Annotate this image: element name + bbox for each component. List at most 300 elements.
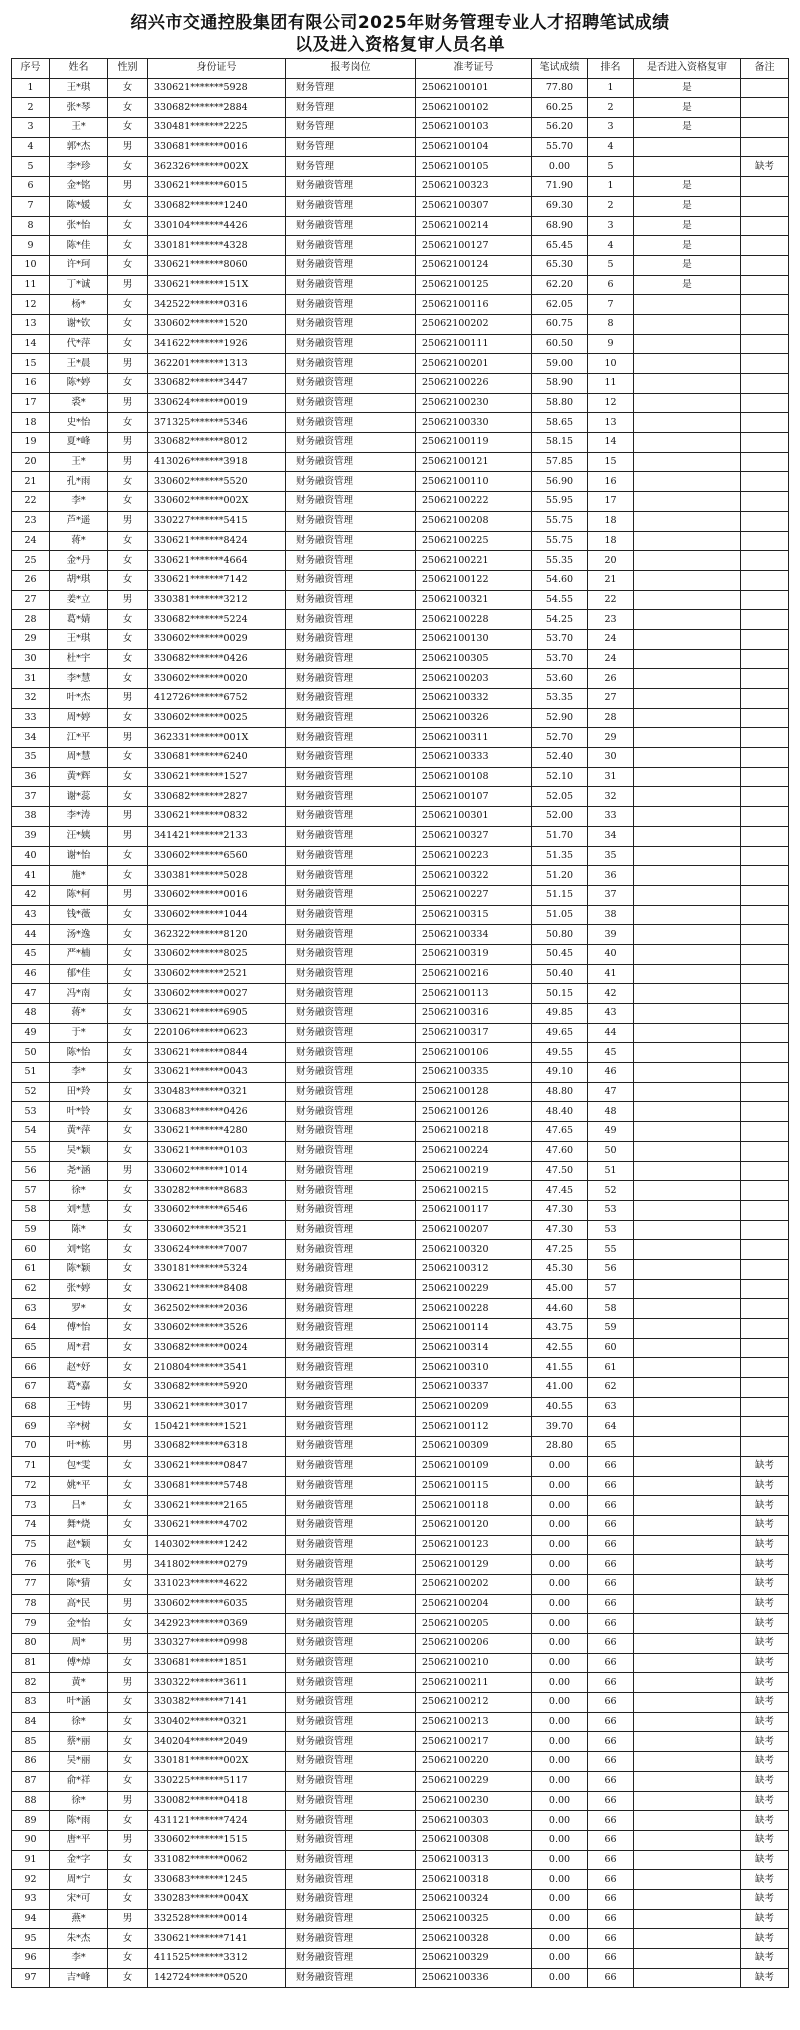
ticket-number-cell: 25062100205	[416, 1614, 532, 1634]
remark-cell: 缺考	[741, 1968, 789, 1988]
gender-cell: 女	[108, 1535, 148, 1555]
id-number-cell: 210804*******3541	[148, 1358, 286, 1378]
ticket-number-cell: 25062100201	[416, 354, 532, 374]
table-row	[12, 1673, 789, 1693]
seq-cell: 43	[12, 905, 50, 925]
position-cell: 财务融资管理	[286, 1594, 416, 1614]
table-row	[12, 1811, 789, 1831]
ticket-number-cell: 25062100112	[416, 1417, 532, 1437]
seq-cell: 92	[12, 1870, 50, 1890]
rank-cell: 66	[588, 1515, 634, 1535]
review-status-cell	[634, 708, 741, 728]
remark-cell	[741, 984, 789, 1004]
score-cell: 60.50	[532, 334, 588, 354]
id-number-cell: 431121*******7424	[148, 1811, 286, 1831]
name-cell: 叶*栋	[50, 1437, 108, 1457]
ticket-number-cell: 25062100207	[416, 1220, 532, 1240]
header-cell: 姓名	[50, 59, 108, 79]
seq-cell: 94	[12, 1909, 50, 1929]
table-row	[12, 1200, 789, 1220]
seq-cell: 42	[12, 885, 50, 905]
table-row	[12, 925, 789, 945]
rank-cell: 41	[588, 964, 634, 984]
remark-cell	[741, 866, 789, 886]
review-status-cell	[634, 1082, 741, 1102]
name-cell: 蒋*	[50, 531, 108, 551]
rank-cell: 66	[588, 1968, 634, 1988]
ticket-number-cell: 25062100229	[416, 1771, 532, 1791]
score-cell: 47.45	[532, 1181, 588, 1201]
rank-cell: 66	[588, 1634, 634, 1654]
rank-cell: 30	[588, 748, 634, 768]
remark-cell	[741, 826, 789, 846]
gender-cell: 女	[108, 1771, 148, 1791]
review-status-cell	[634, 1023, 741, 1043]
remark-cell: 缺考	[741, 1673, 789, 1693]
score-cell: 39.70	[532, 1417, 588, 1437]
table-row	[12, 1397, 789, 1417]
seq-cell: 93	[12, 1889, 50, 1909]
position-cell: 财务融资管理	[286, 551, 416, 571]
gender-cell: 女	[108, 1220, 148, 1240]
table-row	[12, 570, 789, 590]
seq-cell: 85	[12, 1732, 50, 1752]
table-row	[12, 1437, 789, 1457]
position-cell: 财务融资管理	[286, 413, 416, 433]
review-status-cell	[634, 984, 741, 1004]
table-row	[12, 708, 789, 728]
score-cell: 0.00	[532, 1574, 588, 1594]
seq-cell: 51	[12, 1063, 50, 1083]
id-number-cell: 362326*******002X	[148, 157, 286, 177]
review-status-cell	[634, 472, 741, 492]
id-number-cell: 330602*******002X	[148, 492, 286, 512]
rank-cell: 12	[588, 393, 634, 413]
seq-cell: 45	[12, 944, 50, 964]
remark-cell: 缺考	[741, 1712, 789, 1732]
rank-cell: 46	[588, 1063, 634, 1083]
table-row	[12, 826, 789, 846]
name-cell: 李*	[50, 1949, 108, 1969]
position-cell: 财务融资管理	[286, 689, 416, 709]
gender-cell: 女	[108, 236, 148, 256]
rank-cell: 37	[588, 885, 634, 905]
seq-cell: 13	[12, 314, 50, 334]
review-status-cell	[634, 1496, 741, 1516]
seq-cell: 35	[12, 748, 50, 768]
score-cell: 41.55	[532, 1358, 588, 1378]
remark-cell	[741, 885, 789, 905]
score-cell: 0.00	[532, 157, 588, 177]
remark-cell	[741, 118, 789, 138]
position-cell: 财务融资管理	[286, 492, 416, 512]
ticket-number-cell: 25062100126	[416, 1102, 532, 1122]
remark-cell: 缺考	[741, 1515, 789, 1535]
gender-cell: 女	[108, 1023, 148, 1043]
id-number-cell: 362502*******2036	[148, 1299, 286, 1319]
position-cell: 财务融资管理	[286, 708, 416, 728]
header-cell: 备注	[741, 59, 789, 79]
remark-cell	[741, 137, 789, 157]
review-status-cell	[634, 1791, 741, 1811]
gender-cell: 女	[108, 1515, 148, 1535]
review-status-cell	[634, 649, 741, 669]
score-cell: 71.90	[532, 177, 588, 197]
remark-cell: 缺考	[741, 157, 789, 177]
remark-cell	[741, 314, 789, 334]
header-cell: 笔试成绩	[532, 59, 588, 79]
score-cell: 41.00	[532, 1378, 588, 1398]
rank-cell: 20	[588, 551, 634, 571]
position-cell: 财务融资管理	[286, 1417, 416, 1437]
position-cell: 财务融资管理	[286, 1496, 416, 1516]
seq-cell: 39	[12, 826, 50, 846]
seq-cell: 77	[12, 1574, 50, 1594]
remark-cell	[741, 1279, 789, 1299]
remark-cell: 缺考	[741, 1949, 789, 1969]
table-row	[12, 551, 789, 571]
name-cell: 傅*怡	[50, 1319, 108, 1339]
name-cell: 叶*涵	[50, 1693, 108, 1713]
rank-cell: 9	[588, 334, 634, 354]
score-cell: 53.60	[532, 669, 588, 689]
position-cell: 财务管理	[286, 98, 416, 118]
seq-cell: 63	[12, 1299, 50, 1319]
name-cell: 李*慧	[50, 669, 108, 689]
name-cell: 李*涛	[50, 807, 108, 827]
ticket-number-cell: 25062100316	[416, 1004, 532, 1024]
gender-cell: 女	[108, 649, 148, 669]
position-cell: 财务融资管理	[286, 1456, 416, 1476]
position-cell: 财务融资管理	[286, 984, 416, 1004]
ticket-number-cell: 25062100108	[416, 767, 532, 787]
rank-cell: 66	[588, 1889, 634, 1909]
rank-cell: 66	[588, 1456, 634, 1476]
table-row	[12, 1515, 789, 1535]
name-cell: 代*萍	[50, 334, 108, 354]
rank-cell: 36	[588, 866, 634, 886]
id-number-cell: 330624*******0019	[148, 393, 286, 413]
table-header-row	[12, 59, 789, 79]
header-cell: 性别	[108, 59, 148, 79]
seq-cell: 6	[12, 177, 50, 197]
ticket-number-cell: 25062100334	[416, 925, 532, 945]
table-row	[12, 866, 789, 886]
review-status-cell	[634, 1771, 741, 1791]
review-status-cell	[634, 1299, 741, 1319]
remark-cell	[741, 1200, 789, 1220]
score-cell: 47.30	[532, 1220, 588, 1240]
position-cell: 财务融资管理	[286, 748, 416, 768]
name-cell: 宋*可	[50, 1889, 108, 1909]
gender-cell: 女	[108, 1063, 148, 1083]
position-cell: 财务融资管理	[286, 866, 416, 886]
seq-cell: 62	[12, 1279, 50, 1299]
ticket-number-cell: 25062100324	[416, 1889, 532, 1909]
score-cell: 60.25	[532, 98, 588, 118]
ticket-number-cell: 25062100311	[416, 728, 532, 748]
name-cell: 史*怡	[50, 413, 108, 433]
gender-cell: 女	[108, 1456, 148, 1476]
score-cell: 52.05	[532, 787, 588, 807]
position-cell: 财务融资管理	[286, 1791, 416, 1811]
position-cell: 财务融资管理	[286, 1712, 416, 1732]
gender-cell: 女	[108, 1614, 148, 1634]
name-cell: 李*	[50, 492, 108, 512]
remark-cell	[741, 1358, 789, 1378]
score-cell: 0.00	[532, 1870, 588, 1890]
header-cell: 身份证号	[148, 59, 286, 79]
table-row	[12, 767, 789, 787]
rank-cell: 63	[588, 1397, 634, 1417]
id-number-cell: 330681*******5748	[148, 1476, 286, 1496]
position-cell: 财务融资管理	[286, 1673, 416, 1693]
ticket-number-cell: 25062100321	[416, 590, 532, 610]
ticket-number-cell: 25062100317	[416, 1023, 532, 1043]
remark-cell	[741, 925, 789, 945]
seq-cell: 56	[12, 1161, 50, 1181]
table-row	[12, 1732, 789, 1752]
gender-cell: 女	[108, 708, 148, 728]
rank-cell: 66	[588, 1929, 634, 1949]
ticket-number-cell: 25062100337	[416, 1378, 532, 1398]
table-row	[12, 1220, 789, 1240]
seq-cell: 28	[12, 610, 50, 630]
review-status-cell	[634, 1417, 741, 1437]
name-cell: 姜*立	[50, 590, 108, 610]
review-status-cell	[634, 492, 741, 512]
remark-cell	[741, 374, 789, 394]
ticket-number-cell: 25062100225	[416, 531, 532, 551]
remark-cell	[741, 590, 789, 610]
gender-cell: 女	[108, 984, 148, 1004]
id-number-cell: 330327*******0998	[148, 1634, 286, 1654]
review-status-cell	[634, 551, 741, 571]
position-cell: 财务融资管理	[286, 1397, 416, 1417]
gender-cell: 女	[108, 1102, 148, 1122]
table-row	[12, 1338, 789, 1358]
table-row	[12, 314, 789, 334]
ticket-number-cell: 25062100310	[416, 1358, 532, 1378]
table-row	[12, 1456, 789, 1476]
score-cell: 55.35	[532, 551, 588, 571]
position-cell: 财务融资管理	[286, 610, 416, 630]
gender-cell: 女	[108, 1299, 148, 1319]
score-cell: 0.00	[532, 1555, 588, 1575]
remark-cell	[741, 511, 789, 531]
ticket-number-cell: 25062100228	[416, 1299, 532, 1319]
review-status-cell	[634, 826, 741, 846]
ticket-number-cell: 25062100103	[416, 118, 532, 138]
name-cell: 朱*杰	[50, 1929, 108, 1949]
rank-cell: 18	[588, 511, 634, 531]
seq-cell: 64	[12, 1319, 50, 1339]
review-status-cell	[634, 1693, 741, 1713]
ticket-number-cell: 25062100213	[416, 1712, 532, 1732]
seq-cell: 68	[12, 1397, 50, 1417]
score-cell: 0.00	[532, 1456, 588, 1476]
id-number-cell: 330682*******5224	[148, 610, 286, 630]
ticket-number-cell: 25062100303	[416, 1811, 532, 1831]
gender-cell: 女	[108, 964, 148, 984]
ticket-number-cell: 25062100118	[416, 1496, 532, 1516]
rank-cell: 66	[588, 1771, 634, 1791]
gender-cell: 男	[108, 137, 148, 157]
seq-cell: 3	[12, 118, 50, 138]
rank-cell: 8	[588, 314, 634, 334]
seq-cell: 7	[12, 196, 50, 216]
review-status-cell	[634, 885, 741, 905]
rank-cell: 64	[588, 1417, 634, 1437]
score-cell: 48.80	[532, 1082, 588, 1102]
name-cell: 陈*猜	[50, 1574, 108, 1594]
remark-cell	[741, 354, 789, 374]
ticket-number-cell: 25062100332	[416, 689, 532, 709]
seq-cell: 38	[12, 807, 50, 827]
position-cell: 财务融资管理	[286, 1063, 416, 1083]
seq-cell: 72	[12, 1476, 50, 1496]
review-status-cell	[634, 1811, 741, 1831]
seq-cell: 57	[12, 1181, 50, 1201]
id-number-cell: 330621*******0847	[148, 1456, 286, 1476]
gender-cell: 女	[108, 1811, 148, 1831]
seq-cell: 76	[12, 1555, 50, 1575]
position-cell: 财务融资管理	[286, 314, 416, 334]
table-row	[12, 472, 789, 492]
name-cell: 谢*怡	[50, 846, 108, 866]
gender-cell: 女	[108, 1358, 148, 1378]
position-cell: 财务融资管理	[286, 275, 416, 295]
review-status-cell	[634, 1319, 741, 1339]
table-row	[12, 374, 789, 394]
name-cell: 蒋*	[50, 1004, 108, 1024]
seq-cell: 18	[12, 413, 50, 433]
table-row	[12, 1535, 789, 1555]
score-cell: 47.65	[532, 1122, 588, 1142]
table-row	[12, 1594, 789, 1614]
score-cell: 47.25	[532, 1240, 588, 1260]
seq-cell: 71	[12, 1456, 50, 1476]
remark-cell	[741, 1240, 789, 1260]
remark-cell	[741, 944, 789, 964]
rank-cell: 56	[588, 1259, 634, 1279]
gender-cell: 女	[108, 925, 148, 945]
id-number-cell: 341622*******1926	[148, 334, 286, 354]
remark-cell	[741, 1161, 789, 1181]
id-number-cell: 330602*******0020	[148, 669, 286, 689]
position-cell: 财务融资管理	[286, 1909, 416, 1929]
score-cell: 62.05	[532, 295, 588, 315]
table-row	[12, 1063, 789, 1083]
score-cell: 48.40	[532, 1102, 588, 1122]
id-number-cell: 412726*******6752	[148, 689, 286, 709]
ticket-number-cell: 25062100109	[416, 1456, 532, 1476]
gender-cell: 女	[108, 334, 148, 354]
score-cell: 53.70	[532, 629, 588, 649]
review-status-cell	[634, 393, 741, 413]
name-cell: 刘*铭	[50, 1240, 108, 1260]
review-status-cell: 是	[634, 118, 741, 138]
position-cell: 财务融资管理	[286, 925, 416, 945]
ticket-number-cell: 25062100215	[416, 1181, 532, 1201]
table-row	[12, 1299, 789, 1319]
id-number-cell: 371325*******5346	[148, 413, 286, 433]
seq-cell: 84	[12, 1712, 50, 1732]
rank-cell: 5	[588, 157, 634, 177]
score-cell: 55.70	[532, 137, 588, 157]
ticket-number-cell: 25062100230	[416, 393, 532, 413]
id-number-cell: 330602*******6035	[148, 1594, 286, 1614]
gender-cell: 男	[108, 728, 148, 748]
seq-cell: 16	[12, 374, 50, 394]
rank-cell: 66	[588, 1811, 634, 1831]
gender-cell: 女	[108, 216, 148, 236]
ticket-number-cell: 25062100228	[416, 610, 532, 630]
rank-cell: 43	[588, 1004, 634, 1024]
name-cell: 周*慧	[50, 748, 108, 768]
score-cell: 55.75	[532, 511, 588, 531]
remark-cell	[741, 1043, 789, 1063]
remark-cell	[741, 629, 789, 649]
gender-cell: 女	[108, 1141, 148, 1161]
gender-cell: 男	[108, 590, 148, 610]
review-status-cell	[634, 1476, 741, 1496]
id-number-cell: 413026*******3918	[148, 452, 286, 472]
position-cell: 财务融资管理	[286, 1574, 416, 1594]
remark-cell: 缺考	[741, 1929, 789, 1949]
position-cell: 财务融资管理	[286, 1004, 416, 1024]
review-status-cell	[634, 1574, 741, 1594]
ticket-number-cell: 25062100326	[416, 708, 532, 728]
remark-cell	[741, 1063, 789, 1083]
table-row	[12, 1574, 789, 1594]
name-cell: 叶*铃	[50, 1102, 108, 1122]
remark-cell: 缺考	[741, 1594, 789, 1614]
position-cell: 财务融资管理	[286, 787, 416, 807]
ticket-number-cell: 25062100315	[416, 905, 532, 925]
position-cell: 财务融资管理	[286, 590, 416, 610]
score-cell: 0.00	[532, 1476, 588, 1496]
rank-cell: 65	[588, 1437, 634, 1457]
table-row	[12, 1555, 789, 1575]
gender-cell: 男	[108, 511, 148, 531]
rank-cell: 32	[588, 787, 634, 807]
seq-cell: 12	[12, 295, 50, 315]
table-row	[12, 531, 789, 551]
id-number-cell: 330682*******5920	[148, 1378, 286, 1398]
gender-cell: 女	[108, 78, 148, 98]
name-cell: 郁*佳	[50, 964, 108, 984]
review-status-cell: 是	[634, 78, 741, 98]
name-cell: 包*雯	[50, 1456, 108, 1476]
score-cell: 42.55	[532, 1338, 588, 1358]
gender-cell: 女	[108, 1889, 148, 1909]
name-cell: 辛*树	[50, 1417, 108, 1437]
rank-cell: 52	[588, 1181, 634, 1201]
review-status-cell: 是	[634, 236, 741, 256]
rank-cell: 66	[588, 1693, 634, 1713]
review-status-cell	[634, 334, 741, 354]
review-status-cell	[634, 1397, 741, 1417]
table-row	[12, 1850, 789, 1870]
position-cell: 财务融资管理	[286, 1200, 416, 1220]
table-row	[12, 1653, 789, 1673]
position-cell: 财务融资管理	[286, 1161, 416, 1181]
name-cell: 燕*	[50, 1909, 108, 1929]
review-status-cell	[634, 354, 741, 374]
position-cell: 财务融资管理	[286, 1889, 416, 1909]
review-status-cell	[634, 1968, 741, 1988]
